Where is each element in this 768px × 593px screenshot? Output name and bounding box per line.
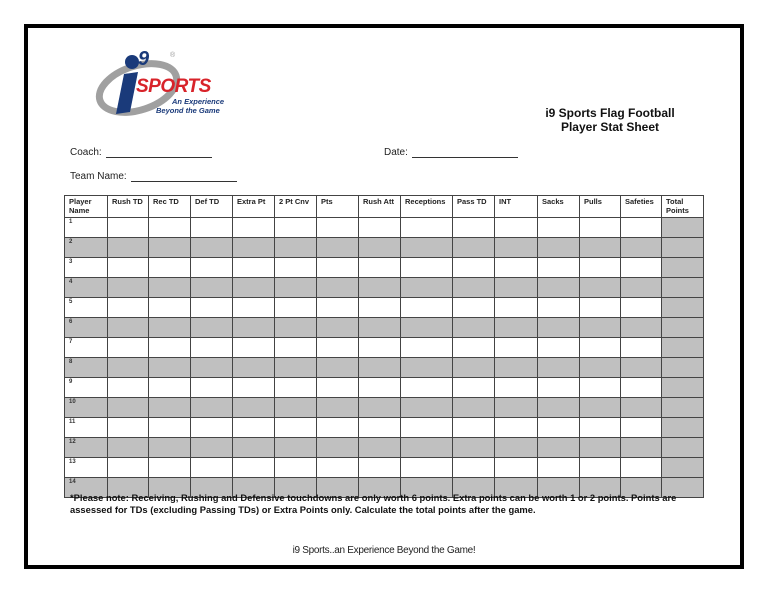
stat-cell[interactable] xyxy=(359,218,401,238)
stat-cell[interactable] xyxy=(233,258,275,278)
stat-cell[interactable] xyxy=(149,458,191,478)
stat-cell[interactable] xyxy=(621,218,662,238)
stat-cell[interactable] xyxy=(401,378,453,398)
header-2pt-cnv: 2 Pt Cnv xyxy=(275,196,317,218)
header-sacks: Sacks xyxy=(538,196,580,218)
stat-cell[interactable] xyxy=(317,258,359,278)
stat-cell[interactable] xyxy=(401,458,453,478)
stat-cell[interactable] xyxy=(191,458,233,478)
logo-tagline-2: Beyond the Game xyxy=(156,106,220,115)
stat-cell[interactable] xyxy=(275,238,317,258)
stat-cell[interactable] xyxy=(191,318,233,338)
total-points-cell[interactable] xyxy=(662,338,704,358)
stat-cell[interactable] xyxy=(275,298,317,318)
stat-cell[interactable] xyxy=(580,398,621,418)
total-points-cell[interactable] xyxy=(662,278,704,298)
stat-cell[interactable] xyxy=(495,278,538,298)
stat-cell[interactable] xyxy=(317,418,359,438)
stat-cell[interactable] xyxy=(621,278,662,298)
stat-cell[interactable] xyxy=(453,338,495,358)
table-row xyxy=(65,298,704,318)
stat-cell[interactable] xyxy=(149,438,191,458)
table-row xyxy=(65,378,704,398)
player-number-cell[interactable]: 7 xyxy=(65,338,108,358)
stat-cell[interactable] xyxy=(191,238,233,258)
total-points-cell[interactable] xyxy=(662,318,704,338)
player-number-cell[interactable]: 10 xyxy=(65,398,108,418)
logo-sports-word: SPORTS xyxy=(136,76,211,97)
table-row xyxy=(65,358,704,378)
stat-cell[interactable] xyxy=(149,218,191,238)
stat-cell[interactable] xyxy=(108,398,149,418)
stat-cell[interactable] xyxy=(317,278,359,298)
stat-cell[interactable] xyxy=(359,438,401,458)
date-label: Date: xyxy=(384,147,408,158)
stat-cell[interactable] xyxy=(453,418,495,438)
stat-cell[interactable] xyxy=(621,358,662,378)
stat-cell[interactable] xyxy=(538,238,580,258)
stat-cell[interactable] xyxy=(359,338,401,358)
stat-cell[interactable] xyxy=(621,298,662,318)
logo-registered: ® xyxy=(170,52,176,59)
table-header-row xyxy=(65,196,704,218)
total-points-cell[interactable] xyxy=(662,458,704,478)
stat-cell[interactable] xyxy=(580,438,621,458)
stat-cell[interactable] xyxy=(317,338,359,358)
header-player-name: Player Name xyxy=(65,196,108,218)
stat-cell[interactable] xyxy=(580,298,621,318)
stat-cell[interactable] xyxy=(233,318,275,338)
stat-cell[interactable] xyxy=(538,298,580,318)
stat-cell[interactable] xyxy=(149,258,191,278)
stat-cell[interactable] xyxy=(275,458,317,478)
date-field xyxy=(384,147,518,158)
player-number-cell[interactable]: 1 xyxy=(65,218,108,238)
stat-cell[interactable] xyxy=(453,438,495,458)
stat-cell[interactable] xyxy=(621,238,662,258)
table-row xyxy=(65,438,704,458)
stat-cell[interactable] xyxy=(580,258,621,278)
stat-cell[interactable] xyxy=(580,378,621,398)
stat-cell[interactable] xyxy=(401,298,453,318)
header-pulls: Pulls xyxy=(580,196,621,218)
stat-cell[interactable] xyxy=(538,418,580,438)
stat-cell[interactable] xyxy=(149,358,191,378)
stat-cell[interactable] xyxy=(359,398,401,418)
stat-cell[interactable] xyxy=(275,258,317,278)
stat-cell[interactable] xyxy=(401,218,453,238)
stat-cell[interactable] xyxy=(621,378,662,398)
stat-cell[interactable] xyxy=(191,338,233,358)
stat-cell[interactable] xyxy=(233,438,275,458)
stat-cell[interactable] xyxy=(275,398,317,418)
header-rush-td: Rush TD xyxy=(108,196,149,218)
stat-cell[interactable] xyxy=(149,298,191,318)
stat-cell[interactable] xyxy=(359,258,401,278)
stat-cell[interactable] xyxy=(233,418,275,438)
stat-cell[interactable] xyxy=(233,398,275,418)
title-line-2: Player Stat Sheet xyxy=(560,120,660,134)
stat-cell[interactable] xyxy=(191,378,233,398)
stat-cell[interactable] xyxy=(275,218,317,238)
table-row xyxy=(65,398,704,418)
stat-cell[interactable] xyxy=(317,238,359,258)
stat-cell[interactable] xyxy=(191,438,233,458)
stat-cell[interactable] xyxy=(233,338,275,358)
table-row xyxy=(65,238,704,258)
table-row xyxy=(65,458,704,478)
stat-cell[interactable] xyxy=(401,438,453,458)
stat-cell[interactable] xyxy=(453,298,495,318)
stat-cell[interactable] xyxy=(621,258,662,278)
stat-cell[interactable] xyxy=(233,298,275,318)
stat-cell[interactable] xyxy=(453,318,495,338)
total-points-cell[interactable] xyxy=(662,238,704,258)
stat-cell[interactable] xyxy=(401,238,453,258)
stat-cell[interactable] xyxy=(621,458,662,478)
coach-label: Coach: xyxy=(70,147,102,158)
stat-cell[interactable] xyxy=(149,398,191,418)
stat-cell[interactable] xyxy=(275,338,317,358)
stat-cell[interactable] xyxy=(108,278,149,298)
header-rec-td: Rec TD xyxy=(149,196,191,218)
stat-cell[interactable] xyxy=(317,458,359,478)
total-points-cell[interactable] xyxy=(662,298,704,318)
stat-cell[interactable] xyxy=(495,358,538,378)
stat-cell[interactable] xyxy=(495,398,538,418)
total-points-cell[interactable] xyxy=(662,418,704,438)
stat-cell[interactable] xyxy=(401,258,453,278)
stat-cell[interactable] xyxy=(359,418,401,438)
table-row xyxy=(65,258,704,278)
stat-cell[interactable] xyxy=(359,298,401,318)
player-number-cell[interactable]: 13 xyxy=(65,458,108,478)
total-points-cell[interactable] xyxy=(662,258,704,278)
stat-cell[interactable] xyxy=(580,358,621,378)
stat-cell[interactable] xyxy=(317,318,359,338)
total-points-cell[interactable] xyxy=(662,378,704,398)
stat-cell[interactable] xyxy=(317,358,359,378)
coach-input-line[interactable] xyxy=(106,147,212,158)
stat-cell[interactable] xyxy=(317,398,359,418)
stat-cell[interactable] xyxy=(108,378,149,398)
stat-cell[interactable] xyxy=(359,278,401,298)
header-total-points: Total Points xyxy=(662,196,704,218)
stat-cell[interactable] xyxy=(538,218,580,238)
stat-cell[interactable] xyxy=(495,298,538,318)
player-number-cell[interactable]: 2 xyxy=(65,238,108,258)
stat-cell[interactable] xyxy=(495,258,538,278)
stat-cell[interactable] xyxy=(108,298,149,318)
stat-cell[interactable] xyxy=(495,238,538,258)
stat-cell[interactable] xyxy=(538,358,580,378)
header-extra-pt: Extra Pt xyxy=(233,196,275,218)
stat-cell[interactable] xyxy=(538,398,580,418)
stat-cell[interactable] xyxy=(275,438,317,458)
stat-cell[interactable] xyxy=(621,338,662,358)
player-number-cell[interactable]: 8 xyxy=(65,358,108,378)
player-stat-table xyxy=(64,195,704,498)
stat-cell[interactable] xyxy=(495,418,538,438)
stat-cell[interactable] xyxy=(317,438,359,458)
footer-slogan: i9 Sports..an Experience Beyond the Game! xyxy=(292,545,476,556)
stat-cell[interactable] xyxy=(401,418,453,438)
header-receptions: Receptions xyxy=(401,196,453,218)
stat-cell[interactable] xyxy=(191,418,233,438)
stat-cell[interactable] xyxy=(538,378,580,398)
stat-cell[interactable] xyxy=(453,238,495,258)
stat-cell[interactable] xyxy=(233,358,275,378)
stat-cell[interactable] xyxy=(495,338,538,358)
stat-cell[interactable] xyxy=(538,438,580,458)
stat-cell[interactable] xyxy=(621,318,662,338)
stat-cell[interactable] xyxy=(149,338,191,358)
stat-cell[interactable] xyxy=(191,218,233,238)
stat-cell[interactable] xyxy=(580,318,621,338)
stat-cell[interactable] xyxy=(538,278,580,298)
stat-cell[interactable] xyxy=(149,418,191,438)
stat-cell[interactable] xyxy=(495,438,538,458)
stat-cell[interactable] xyxy=(359,318,401,338)
stat-cell[interactable] xyxy=(401,278,453,298)
i9-sports-logo xyxy=(94,50,234,122)
table-row xyxy=(65,338,704,358)
stat-cell[interactable] xyxy=(191,398,233,418)
stat-cell[interactable] xyxy=(149,378,191,398)
stat-cell[interactable] xyxy=(275,278,317,298)
stat-cell[interactable] xyxy=(108,458,149,478)
stat-cell[interactable] xyxy=(317,298,359,318)
stat-cell[interactable] xyxy=(453,258,495,278)
total-points-cell[interactable] xyxy=(662,438,704,458)
player-number-cell[interactable]: 6 xyxy=(65,318,108,338)
stat-cell[interactable] xyxy=(191,298,233,318)
player-number-cell[interactable]: 3 xyxy=(65,258,108,278)
stat-cell[interactable] xyxy=(401,358,453,378)
stat-cell[interactable] xyxy=(453,278,495,298)
player-number-cell[interactable]: 9 xyxy=(65,378,108,398)
stat-cell[interactable] xyxy=(359,378,401,398)
team-name-field xyxy=(70,171,237,182)
stat-cell[interactable] xyxy=(621,418,662,438)
stat-cell[interactable] xyxy=(108,258,149,278)
stat-cell[interactable] xyxy=(580,418,621,438)
header-safeties: Safeties xyxy=(621,196,662,218)
stat-cell[interactable] xyxy=(621,438,662,458)
stat-cell[interactable] xyxy=(580,338,621,358)
stat-cell[interactable] xyxy=(495,318,538,338)
player-number-cell[interactable]: 14 xyxy=(65,478,108,498)
stat-cell[interactable] xyxy=(108,358,149,378)
stat-cell[interactable] xyxy=(108,338,149,358)
date-input-line[interactable] xyxy=(412,147,518,158)
stat-cell[interactable] xyxy=(108,418,149,438)
stat-cell[interactable] xyxy=(275,358,317,378)
stat-cell[interactable] xyxy=(108,238,149,258)
team-name-label: Team Name: xyxy=(70,171,127,182)
stat-cell[interactable] xyxy=(317,218,359,238)
title-line-1: i9 Sports Flag Football xyxy=(545,106,675,120)
stat-cell[interactable] xyxy=(233,218,275,238)
stat-cell[interactable] xyxy=(580,278,621,298)
stat-cell[interactable] xyxy=(108,318,149,338)
stat-cell[interactable] xyxy=(275,418,317,438)
stat-cell[interactable] xyxy=(359,458,401,478)
stat-cell[interactable] xyxy=(149,318,191,338)
stat-cell[interactable] xyxy=(453,458,495,478)
team-name-input-line[interactable] xyxy=(131,171,237,182)
total-points-cell[interactable] xyxy=(662,218,704,238)
stat-cell[interactable] xyxy=(149,278,191,298)
header-rush-att: Rush Att xyxy=(359,196,401,218)
stat-cell[interactable] xyxy=(275,378,317,398)
stat-cell[interactable] xyxy=(149,238,191,258)
stat-cell[interactable] xyxy=(580,238,621,258)
stat-cell[interactable] xyxy=(359,238,401,258)
stat-cell[interactable] xyxy=(317,378,359,398)
stat-cell[interactable] xyxy=(275,318,317,338)
stat-cell[interactable] xyxy=(495,458,538,478)
stat-cell[interactable] xyxy=(108,438,149,458)
stat-cell[interactable] xyxy=(538,258,580,278)
document-title xyxy=(520,106,700,134)
player-number-cell[interactable]: 5 xyxy=(65,298,108,318)
stat-cell[interactable] xyxy=(401,318,453,338)
stat-cell[interactable] xyxy=(495,218,538,238)
logo-tagline-1: An Experience xyxy=(172,97,225,106)
stat-cell[interactable] xyxy=(108,218,149,238)
player-number-cell[interactable]: 4 xyxy=(65,278,108,298)
coach-field xyxy=(70,147,212,158)
stat-cell[interactable] xyxy=(191,258,233,278)
stat-cell[interactable] xyxy=(538,458,580,478)
player-number-cell[interactable]: 11 xyxy=(65,418,108,438)
stat-cell[interactable] xyxy=(538,338,580,358)
stat-cell[interactable] xyxy=(359,358,401,378)
stat-cell[interactable] xyxy=(233,458,275,478)
stat-cell[interactable] xyxy=(453,378,495,398)
stat-cell[interactable] xyxy=(495,378,538,398)
stat-cell[interactable] xyxy=(621,398,662,418)
player-number-cell[interactable]: 12 xyxy=(65,438,108,458)
stat-cell[interactable] xyxy=(191,358,233,378)
logo-nine: 9 xyxy=(138,48,150,70)
header-def-td: Def TD xyxy=(191,196,233,218)
stat-cell[interactable] xyxy=(233,238,275,258)
table-body xyxy=(65,218,704,498)
stat-cell[interactable] xyxy=(538,318,580,338)
table-row xyxy=(65,218,704,238)
stat-cell[interactable] xyxy=(453,358,495,378)
total-points-cell[interactable] xyxy=(662,398,704,418)
stat-cell[interactable] xyxy=(233,378,275,398)
stat-cell[interactable] xyxy=(401,338,453,358)
stat-cell[interactable] xyxy=(453,398,495,418)
scoring-note: *Please note: Receiving, Rushing and Defensive touchdowns are only worth 6 points. Extra points can be worth 1 or 2 points. Points are assessed for TDs (excluding Passing TDs) or Extra Points only. Calculate the total points after the game. xyxy=(70,492,677,515)
table-row xyxy=(65,278,704,298)
header-pts: Pts xyxy=(317,196,359,218)
header-pass-td: Pass TD xyxy=(453,196,495,218)
stat-cell[interactable] xyxy=(580,218,621,238)
stat-cell[interactable] xyxy=(453,218,495,238)
total-points-cell[interactable] xyxy=(662,358,704,378)
table-row xyxy=(65,318,704,338)
stat-cell[interactable] xyxy=(580,458,621,478)
header-int: INT xyxy=(495,196,538,218)
stat-cell[interactable] xyxy=(191,278,233,298)
stat-cell[interactable] xyxy=(401,398,453,418)
stat-cell[interactable] xyxy=(233,278,275,298)
table-row xyxy=(65,418,704,438)
